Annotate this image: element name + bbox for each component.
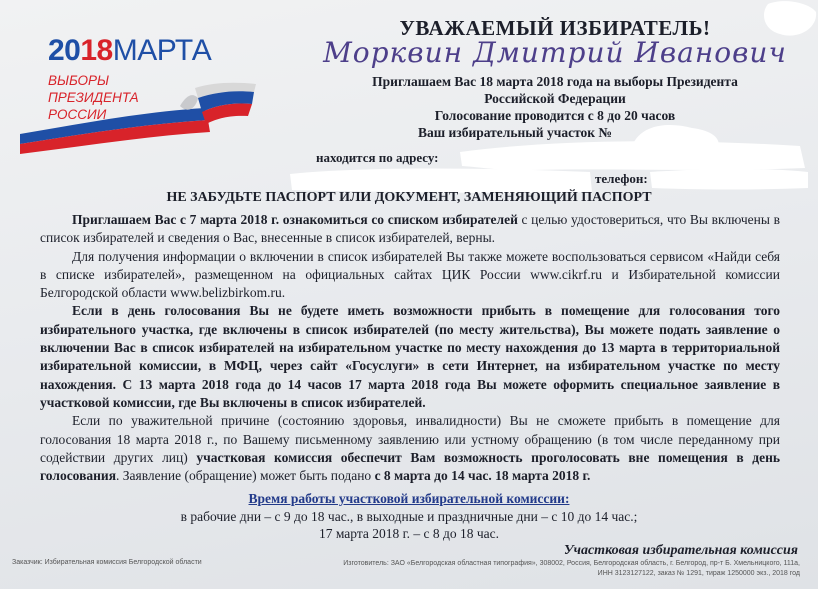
footer-printer-line: Изготовитель: ЗАО «Белгородская областная типография», 308002, Россия, Белгородская область, г. Белгород, пр-т Б. Хмельницкого, 111а,: [343, 560, 800, 567]
election-logo: [20, 16, 260, 166]
logo-year: 20: [48, 34, 81, 67]
commission-hours: [0, 490, 818, 543]
address-label: находится по адресу:: [316, 150, 439, 165]
redaction-mark: [290, 138, 810, 194]
footer-customer: Заказчик: Избирательная комиссия Белгородской области: [12, 559, 202, 566]
hours-line: в рабочие дни – с 9 до 18 час., в выходные и праздничные дни – с 10 до 14 час.;: [180, 508, 638, 524]
footer-printer: [310, 559, 800, 579]
paragraph-bold-text: Приглашаем Вас с 7 марта 2018 г. ознакомиться со списком избирателей: [72, 212, 518, 227]
paragraph-text: Если по уважительной причине (состоянию здоровья, инвалидности) Вы не сможете прибыть в помещение для голосования 18 марта 2018 г., по Вашему письменному заявлению или устному обращению (в том числе переданному при содействии других лиц): [40, 413, 780, 465]
logo-subtitle-line: РОССИИ: [48, 107, 107, 122]
logo-month: МАРТА: [112, 34, 212, 67]
paragraph-bold-text: с 8 марта до 14 час. 18 марта 2018 г.: [374, 468, 591, 484]
phone-label: телефон:: [595, 171, 648, 186]
passport-reminder: НЕ ЗАБУДЬТЕ ПАСПОРТ ИЛИ ДОКУМЕНТ, ЗАМЕНЯЮЩИЙ ПАСПОРТ: [166, 190, 652, 205]
hours-line: 17 марта 2018 г. – с 8 до 18 час.: [318, 526, 500, 541]
paragraph: [40, 211, 780, 485]
paragraph-2: Для получения информации о включении в список избирателей Вы также можете воспользоваться сервисом «Найди себя в списке избирателей», размещенном на официальных сайтах ЦИК России www.cikrf.ru и Избирательной комиссии Белгородской области www.belizbirkom.ru.: [40, 248, 780, 301]
voting-hours-line: Голосование проводится с 8 до 20 часов: [434, 108, 676, 123]
paragraph-1: [40, 211, 780, 248]
logo-subtitle-line: ВЫБОРЫ: [48, 73, 109, 88]
greeting-title: УВАЖАЕМЫЙ ИЗБИРАТЕЛЬ!: [399, 16, 711, 40]
invite-line: Российской Федерации: [484, 91, 626, 106]
flag-ribbon-icon: [20, 16, 260, 166]
paragraph-3: Если в день голосования Вы не будете иметь возможности прибыть в помещение для голосования того избирательного участка, где включены в список избирателей (по месту жительства), Вы можете подать заявление о включении Вас в список избирателей на избирательном участке по месту нахождения до 13 марта в территориальной избирательной комиссии, в МФЦ, через сайт «Госуслуги» в сети Интернет, на избирательном участке по месту нахождения. С 13 марта 2018 года до 14 часов 17 марта 2018 года Вы можете оформить специальное заявление в участковой комиссии, где Вы включены в список избирателей.: [40, 303, 780, 410]
footer-printer-line: ИНН 3123127122, заказ № 1291, тираж 1250000 экз., 2018 год: [597, 570, 800, 577]
paragraph-bold-text: участковая комиссия обеспечит Вам возможность проголосовать вне помещения в день голосования: [40, 449, 780, 484]
hours-title: Время работы участковой избирательной комиссии:: [248, 491, 570, 506]
paragraph-text: с целью удостовериться, что Вы включены в список избирателей и сведения о Вас, внесенные в список избирателей, верны.: [40, 212, 780, 246]
paragraph-4: [40, 412, 780, 485]
logo-day: 18: [80, 34, 113, 67]
voter-name: Морквин Дмитрий Иванович: [323, 36, 787, 69]
paragraph-text: . Заявление (обращение) может быть подано: [116, 468, 375, 484]
logo-subtitle-line: ПРЕЗИДЕНТА: [48, 90, 139, 105]
invite-line: Приглашаем Вас 18 марта 2018 года на выборы Президента: [372, 74, 738, 89]
precinct-label: Ваш избирательный участок №: [417, 125, 612, 140]
commission-signature: Участковая избирательная комиссия: [563, 543, 798, 558]
